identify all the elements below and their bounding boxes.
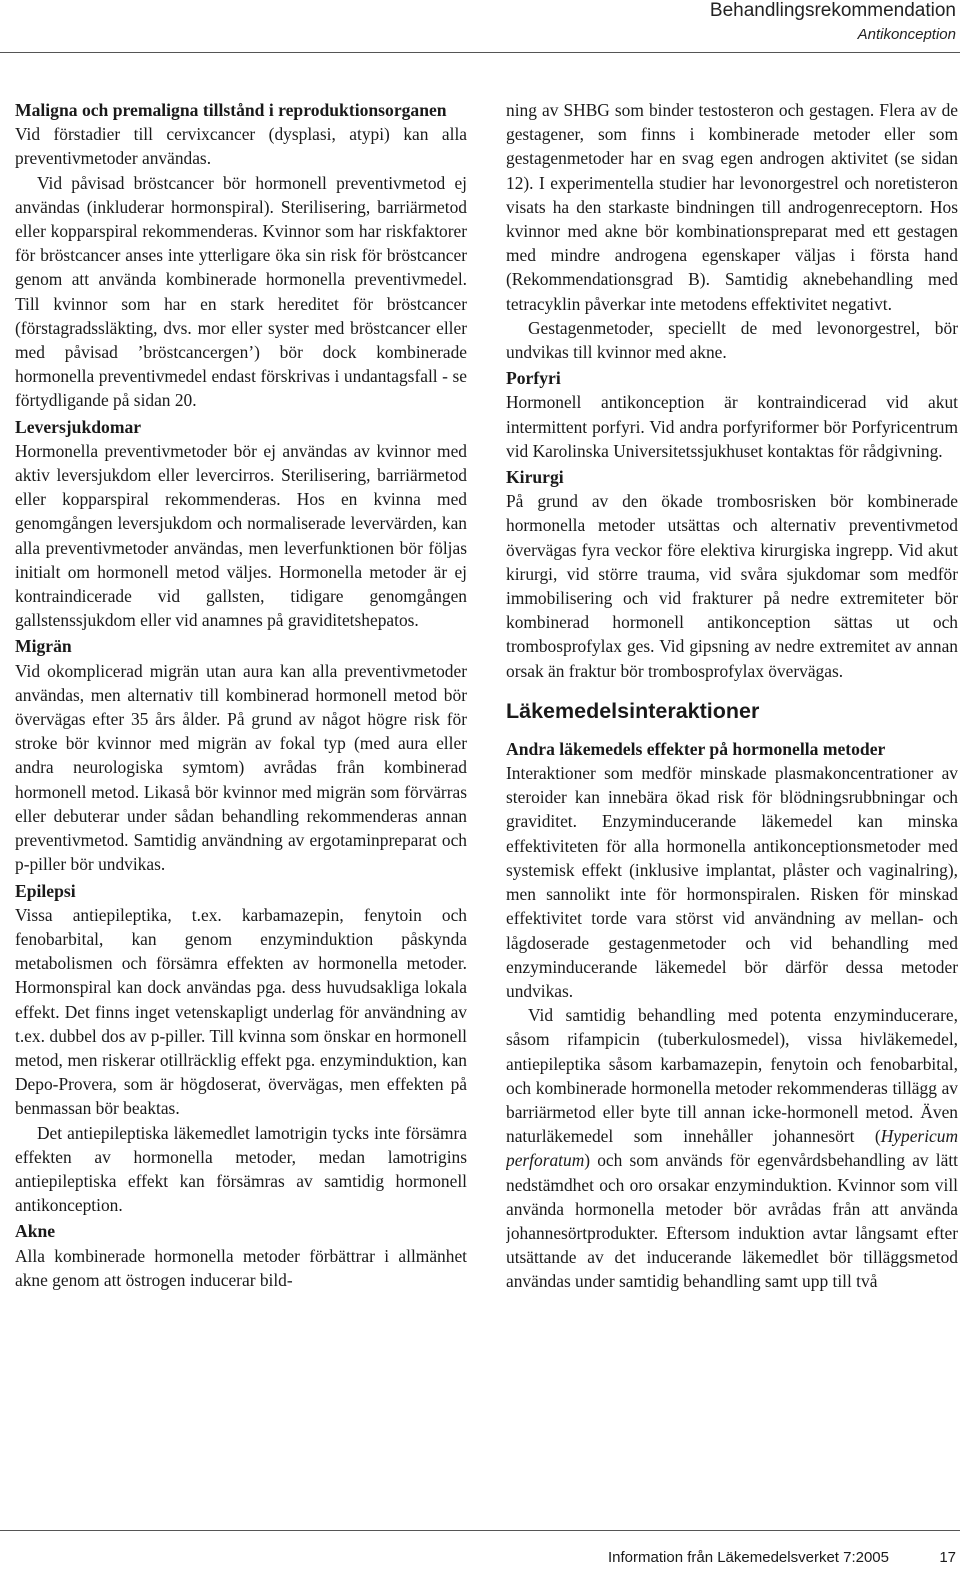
running-header-title: Behandlingsrekommendation [709,0,956,21]
heading-porfyri: Porfyri [506,368,561,389]
paragraph-interaktioner-2-part-a: Vid samtidig behandling med potenta enzyminducerare, såsom rifampicin (tuberkulosmedel), vissa hivläkemedel, antiepileptika såsom karbamazepin, fenytoin och fenobarbital, och kombinerade hormonella metoder rekommenderas tillägg av barriärmetod eller byte till annan icke-hormonell metod. Även naturläkemedel som innehåller johannesört ( [506,1005,958,1147]
paragraph-akne-start: Alla kombinerade hormonella metoder förbättrar i allmänhet akne genom att östrogen inducerar bild- [15,1245,467,1290]
heading-migran: Migrän [15,636,72,657]
paragraph-epilepsi-2: Det antiepileptiska läkemedlet lamotrigin tycks inte försämra effekten av hormonella metoder, medan lamotrigins antiepileptiska effekt kan försämras av samtidig hormonell antikonception. [15,1122,467,1216]
footer-page-number: 17 [939,1549,956,1566]
paragraph-porfyri: Hormonell antikonception är kontraindicerad vid akut intermittent porfyri. Vid andra porfyriformer bör Porfyricentrum vid Karolinska Universitetssjukhuset kontaktas för rådgivning. [506,392,958,461]
heading-leversjukdomar: Leversjukdomar [15,416,142,437]
section-heading-lakemedelsinteraktioner: Läkemedelsinteraktioner [506,698,760,723]
paragraph-leversjukdomar: Hormonella preventivmetoder bör ej användas av kvinnor med aktiv leversjukdom eller levercirros. Sterilisering, barriärmetod eller kopparspiral rekommenderas. Hos en kvinna med genomgången leversjukdom och normaliserade levervärden, kan alla preventivmetoder användas, men leverfunktionen bör följas initialt om hormonell metod väljes. Hormonella metoder är ej kontraindicerade vid gallsten, tidigare genomgången gallstenssjukdom eller vid anamnes på graviditetshepatos. [15,440,467,631]
right-column [506,98,958,1498]
footer-divider [0,1530,960,1531]
heading-maligna: Maligna och premaligna tillstånd i reproduktionsorganen [15,100,447,120]
paragraph-interaktioner-1: Interaktioner som medför minskade plasmakoncentrationer av steroider kan innebära ökad risk för blödningsrubbningar och graviditet. Enzyminducerande läkemedel kan minska effektiviteten för alla hormonella antikonceptionsmetoder med systemisk effekt (inklusive implantat, plåster och vaginalring), men sannolikt inte för hormonspiralen. Risken för minskad effektivitet torde vara störst vid användning av mellan- och lågdoserade gestagenmetoder och vid behandling med enzyminducerande läkemedel bör därför dessa metoder undvikas. [506,763,958,1001]
paragraph-interaktioner-2-latin-name: Hypericum perforatum [506,1126,958,1171]
heading-kirurgi: Kirurgi [506,467,564,488]
paragraph-interaktioner-2 [506,1003,958,1293]
footer-publication: Information från Läkemedelsverket 7:2005 [608,1549,889,1566]
paragraph-kirurgi: På grund av den ökade trombosrisken bör kombinerade hormonella metoder utsättas och alternativ preventivmetod övervägas fyra veckor före elektiva kirurgiska ingrepp. Vid akut kirurgi, vid större trauma, vid svåra sjukdomar som medför immobilisering och vid frakturer på nedre extremiteter bör kombinerad hormonell antikonception sättas ut och trombosprofylax ges. Vid gipsning av nedre extremitet av annan orsak än fraktur bör trombosprofylax övervägas. [506,491,958,681]
paragraph-migran: Vid okomplicerad migrän utan aura kan alla preventivmetoder användas, men alternativ till kombinerad hormonell metod bör övervägas efter 35 års ålder. På grund av något högre risk för stroke bör kvinnor med migrän av fokal typ (med aura eller andra neurologiska symtom) avrådas från kombinerad hormonell metod. Likaså bör kvinnor med migrän som förvärras eller debuterar under sådan behandling rekommenderas annan preventivmetod. Samtidig användning av ergotaminpreparat och p-piller bör undvikas. [15,660,467,875]
paragraph-maligna-2: Vid påvisad bröstcancer bör hormonell preventivmetod ej användas (inkluderar hormonspiral). Sterilisering, barriärmetod eller kopparspiral rekommenderas. Kvinnor som har riskfaktorer för bröstcancer anses inte ytterligare öka sin risk för bröstcancer genom att använda kombinerade hormonella preventivmedel. Till kvinnor som har en stark hereditet för bröstcancer (förstagradssläkting, dvs. mor eller syster med bröstcancer eller med påvisad ’bröstcancergen’) bör dock kombinerade hormonella preventivmedel endast förskrivas i undantagsfall - se förtydligande på sidan 20. [15,172,467,411]
paragraph-interaktioner-2-part-b: ) och som används för egenvårdsbehandling av lätt nedstämdhet och oro orsakar enzyminduktion. Kvinnor som vill använda hormonella metoder bör avrådas från att använda johannesörtprodukter. Eftersom induktion avtar långsamt efter utsättande av det inducerande läkemedlet bör tilläggsmetod användas under samtidig behandling samt upp till två [506,1150,958,1292]
paragraph-akne-2: Gestagenmetoder, speciellt de med levonorgestrel, bör undvikas till kvinnor med akne. [506,317,958,363]
paragraph-akne-continued: ning av SHBG som binder testosteron och gestagen. Flera av de gestagener, som finns i kombinerade metoder eller som gestagenmetoder har en svag egen androgen aktivitet (se sidan 12). I experimentella studier har levonorgestrel och noretisteron visats ha den starkaste bindningen till androgenreceptorn. Hos kvinnor med akne bör kombinationspreparat med ett gestagen med mindre androgena egenskaper väljas i första hand (Rekommendationsgrad B). Samtidig aknebehandling med tetracyklin påverkar inte metodens effektivitet negativt. [506,100,958,314]
heading-akne: Akne [15,1221,56,1242]
left-column [15,98,467,1498]
paragraph-maligna-1: Vid förstadier till cervixcancer (dysplasi, atypi) kan alla preventivmetoder användas. [15,124,467,169]
running-header-subtitle: Antikonception [857,26,956,43]
heading-andra-lakemedels-effekter: Andra läkemedels effekter på hormonella metoder [506,738,886,759]
heading-epilepsi: Epilepsi [15,880,76,901]
paragraph-epilepsi-1: Vissa antiepileptika, t.ex. karbamazepin, fenytoin och fenobarbital, kan genom enzyminduktion påskynda metabolismen och försämra effekten av hormonella metoder. Hormonspiral kan dock användas pga. dess huvudsakliga lokala effekt. Det finns inget vetenskapligt underlag för användning av t.ex. dubbel dos av p-piller. Till kvinna som önskar en hormonell metod, men riskerar otillräcklig effekt pga. enzyminduktion, kan Depo-Provera, som är högdoserat, övervägas, men effekten på benmassan bör beaktas. [15,904,467,1119]
header-divider [0,52,960,53]
